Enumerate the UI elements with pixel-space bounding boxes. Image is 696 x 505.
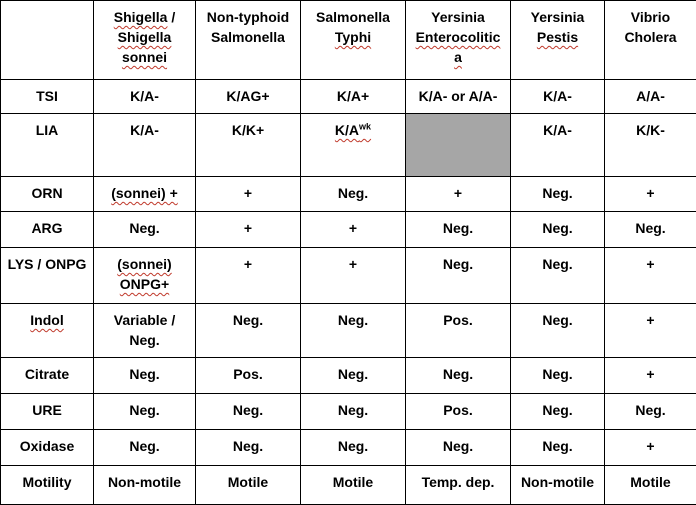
corner-cell [1,1,94,80]
row-label-orn: ORN [1,177,94,212]
table-cell: Neg. [511,248,605,304]
table-cell: Neg. [511,358,605,394]
row-label-oxidase: Oxidase [1,430,94,466]
table-cell: Neg. [196,304,301,358]
table-cell: + [196,177,301,212]
row-label-ure: URE [1,394,94,430]
row-label-lia: LIA [1,114,94,177]
table-cell: Neg. [301,304,406,358]
sonnei-word: sonnei [122,49,167,65]
table-cell: K/A- [94,114,196,177]
indol-label-text: Indol [30,312,63,328]
table-cell: Neg. [94,358,196,394]
table-cell [94,248,196,304]
table-cell: + [196,212,301,248]
table-cell: K/K+ [196,114,301,177]
table-cell: Motile [196,466,301,505]
table-cell: Motile [605,466,696,505]
weak-superscript: wk [359,121,371,131]
table-cell: Neg. [511,212,605,248]
table-cell [301,114,406,177]
table-cell: K/A- [511,80,605,114]
table-cell: + [605,358,696,394]
row-label-arg: ARG [1,212,94,248]
column-header-salmonella-typhi: Salmonella Typhi [301,1,406,80]
table-cell: K/A- [94,80,196,114]
row-label-indol [1,304,94,358]
table-cell: Neg. [605,394,696,430]
lys-sonnei-value: (sonnei) ONPG+ [117,256,171,292]
table-cell: Neg. [94,212,196,248]
table-cell: + [406,177,511,212]
table-cell: + [605,430,696,466]
typhi-word: Typhi [335,29,371,45]
table-cell: Temp. dep. [406,466,511,505]
row-motility [1,466,696,505]
header-row [1,1,696,80]
lia-typhi-value [335,122,371,138]
table-cell: Non-motile [94,466,196,505]
shigella-word-1: Shigella [114,9,168,25]
table-cell: Neg. [301,358,406,394]
row-label-motility: Motility [1,466,94,505]
table-cell: + [605,304,696,358]
pestis-word: Pestis [537,29,578,45]
table-cell: Neg. [94,430,196,466]
row-citrate [1,358,696,394]
table-cell: Pos. [406,304,511,358]
table-cell: Neg. [406,212,511,248]
table-cell: Neg. [301,430,406,466]
table-cell: Neg. [511,394,605,430]
table-cell: + [301,248,406,304]
table-cell: K/AG+ [196,80,301,114]
table-cell: K/A- [511,114,605,177]
table-cell: K/K- [605,114,696,177]
table-cell: Neg. [406,430,511,466]
row-label-tsi: TSI [1,80,94,114]
row-lia [1,114,696,177]
table-cell: Neg. [406,248,511,304]
table-cell: Variable / Neg. [94,304,196,358]
row-label-citrate: Citrate [1,358,94,394]
table-cell: Motile [301,466,406,505]
table-cell: Neg. [301,394,406,430]
table-cell: Neg. [196,430,301,466]
table-cell: Neg. [511,430,605,466]
table-cell: Neg. [94,394,196,430]
table-cell: A/A- [605,80,696,114]
table-cell: Non-motile [511,466,605,505]
table-cell: Neg. [511,304,605,358]
column-header-yersinia-enterocolitica: Yersinia Enterocolitic a [406,1,511,80]
table-cell [94,177,196,212]
shigella-word-2: Shigella [118,29,172,45]
table-cell: Pos. [196,358,301,394]
table-cell: Neg. [605,212,696,248]
orn-sonnei-value: (sonnei) + [111,185,178,201]
shaded-empty-cell [406,114,511,177]
table-cell: + [196,248,301,304]
table-cell: Neg. [406,358,511,394]
row-orn [1,177,696,212]
table-cell: Neg. [196,394,301,430]
table-cell: + [301,212,406,248]
row-lys-onpg [1,248,696,304]
enterocolitica-word: Enterocolitic a [416,29,501,65]
column-header-shigella: Shigella / Shigella sonnei [94,1,196,80]
row-oxidase [1,430,696,466]
column-header-vibrio-cholera: Vibrio Cholera [605,1,696,80]
table-cell: Pos. [406,394,511,430]
column-header-non-typhoid-salmonella: Non-typhoid Salmonella [196,1,301,80]
table-cell: + [605,248,696,304]
row-ure [1,394,696,430]
row-label-lys-onpg: LYS / ONPG [1,248,94,304]
table-cell: K/A+ [301,80,406,114]
table-cell: + [605,177,696,212]
row-tsi [1,80,696,114]
table-cell: K/A- or A/A- [406,80,511,114]
row-indol [1,304,696,358]
row-arg [1,212,696,248]
column-header-yersinia-pestis: Yersinia Pestis [511,1,605,80]
table-cell: Neg. [511,177,605,212]
table-cell: Neg. [301,177,406,212]
lia-typhi-text: K/A [335,122,359,138]
